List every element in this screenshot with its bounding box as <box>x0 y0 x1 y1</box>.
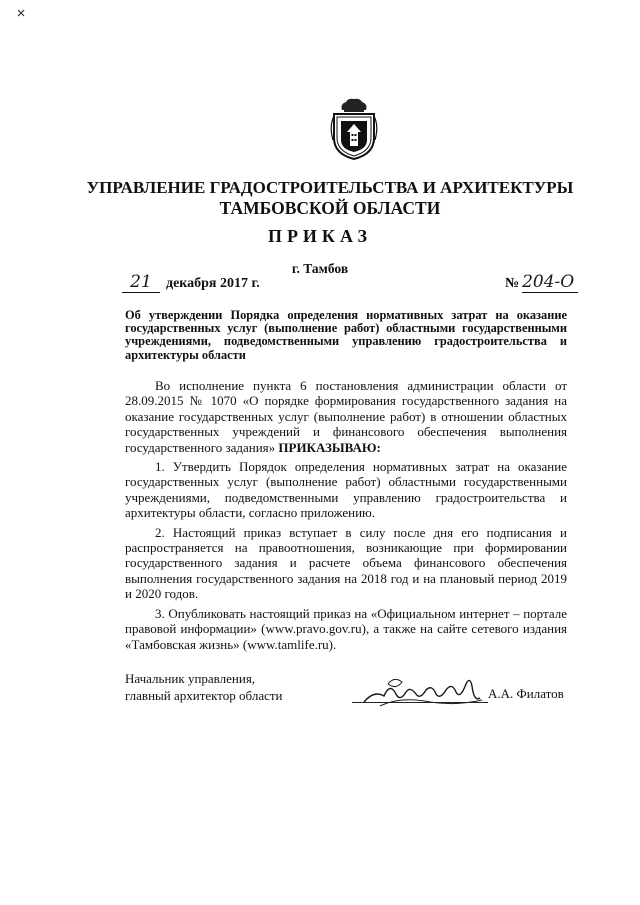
signatory-name <box>488 686 564 702</box>
signatory-title-line-1: Начальник управления, <box>125 671 256 686</box>
signatory-name-text: А.А. Филатов <box>488 686 564 701</box>
list-item: 3. Опубликовать настоящий приказ на «Официальном интернет – портале правовой информации» (www.pravo.gov.ru), а также на сайте сетевого издания «Тамбовская жизнь» (www.tamlife.ru). <box>125 605 567 652</box>
date-month-year: декабря 2017 г. <box>166 276 260 291</box>
preamble-paragraph <box>125 378 567 455</box>
handwritten-signature <box>360 672 488 716</box>
scan-mark-icon <box>17 9 25 17</box>
city: г. Тамбов <box>291 261 349 276</box>
org-line-1: УПРАВЛЕНИЕ ГРАДОСТРОИТЕЛЬСТВА И АРХИТЕКТУРЫ <box>86 178 574 197</box>
list-item: 1. Утвердить Порядок определения нормативных затрат на оказание государственных услуг (выполнение работ) областными государственными учреждениями, подведомственными управлению градостроительства и архитектуры области, согласно приложению. <box>125 459 567 521</box>
organization-name <box>60 178 600 218</box>
number-value: 204-О <box>522 272 578 293</box>
tambov-coat-of-arms-icon <box>328 96 380 162</box>
preamble-text: Во исполнение пункта 6 постановления администрации области от 28.09.2015 № 1070 «О порядке формирования государственного задания на оказание государственных услуг (выполнение работ) в отношении областных государственных учреждений и финансового обеспечения выполнения государственного задания» <box>125 378 567 455</box>
list-item: 2. Настоящий приказ вступает в силу после дня его подписания и распространяется на правоотношения, возникающие при формировании государственного задания и расчете объема финансового обеспечения выполнения государственного задания на 2018 год и на плановый период 2019 и 2020 годов. <box>125 524 567 602</box>
org-line-2: ТАМБОВСКОЙ ОБЛАСТИ <box>219 198 441 218</box>
document-number <box>505 272 578 293</box>
document-type: ПРИКАЗ <box>267 226 373 246</box>
signatory-title <box>125 671 283 704</box>
signature-line <box>352 702 488 703</box>
number-label: № <box>505 276 520 291</box>
order-word: ПРИКАЗЫВАЮ: <box>278 439 381 455</box>
document-date <box>122 272 260 293</box>
document-body <box>125 378 567 652</box>
document-subject: Об утверждении Порядка определения нормативных затрат на оказание государственных услуг (выполнение работ) областными государственными учреждениями, подведомственными управлению градостроительства и архитектуры области <box>125 308 567 362</box>
signatory-title-line-2: главный архитектор области <box>125 687 283 703</box>
date-day: 21 <box>122 272 160 293</box>
